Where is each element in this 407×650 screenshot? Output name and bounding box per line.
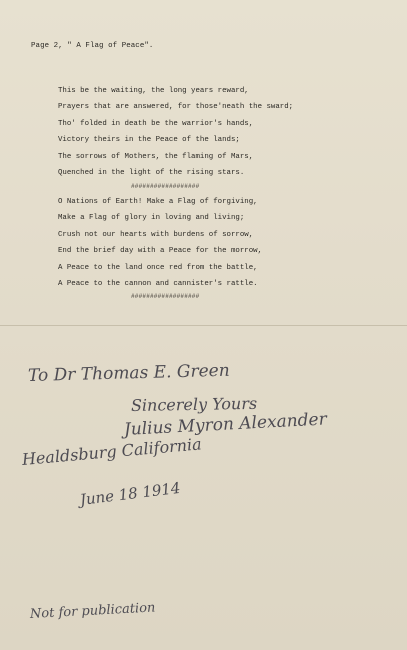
poem-line: Make a Flag of glory in loving and living; [58,214,245,223]
separator-2: ################## [131,293,200,300]
poem-line: The sorrows of Mothers, the flaming of Mars, [58,152,254,161]
poem-line: A Peace to the land once red from the battle, [58,263,258,272]
poem-line: Victory theirs in the Peace of the lands; [58,136,240,145]
poem-line: This be the waiting, the long years reward, [58,87,249,95]
handwritten-dedication: To Dr Thomas E. Green [27,360,230,386]
poem-line: Quenched in the light of the rising stars. [58,168,245,177]
poem-line: End the brief day with a Peace for the morrow, [58,247,263,256]
poem-line: A Peace to the cannon and cannister's rattle. [58,279,258,288]
handwritten-closing: Sincerely Yours [130,393,258,415]
handwritten-signature: Julius Myron Alexander [123,409,328,440]
page-header: Page 2, " A Flag of Peace". [31,42,154,50]
stanza-1 [58,83,293,181]
poem-line: Prayers that are answered, for those'neath the sward; [58,103,294,112]
separator-1: ################## [131,183,200,190]
poem-line: O Nations of Earth! Make a Flag of forgiving, [58,198,258,206]
handwritten-note: Not for publication [29,600,156,622]
page-fold [0,325,407,326]
stanza-2 [58,194,262,292]
handwritten-date: June 18 1914 [78,478,182,509]
poem-line: Crush not our hearts with burdens of sorrow, [58,230,254,239]
poem-line: Tho' folded in death be the warrior's hands, [58,119,254,128]
handwritten-place: Healdsburg California [21,434,203,469]
